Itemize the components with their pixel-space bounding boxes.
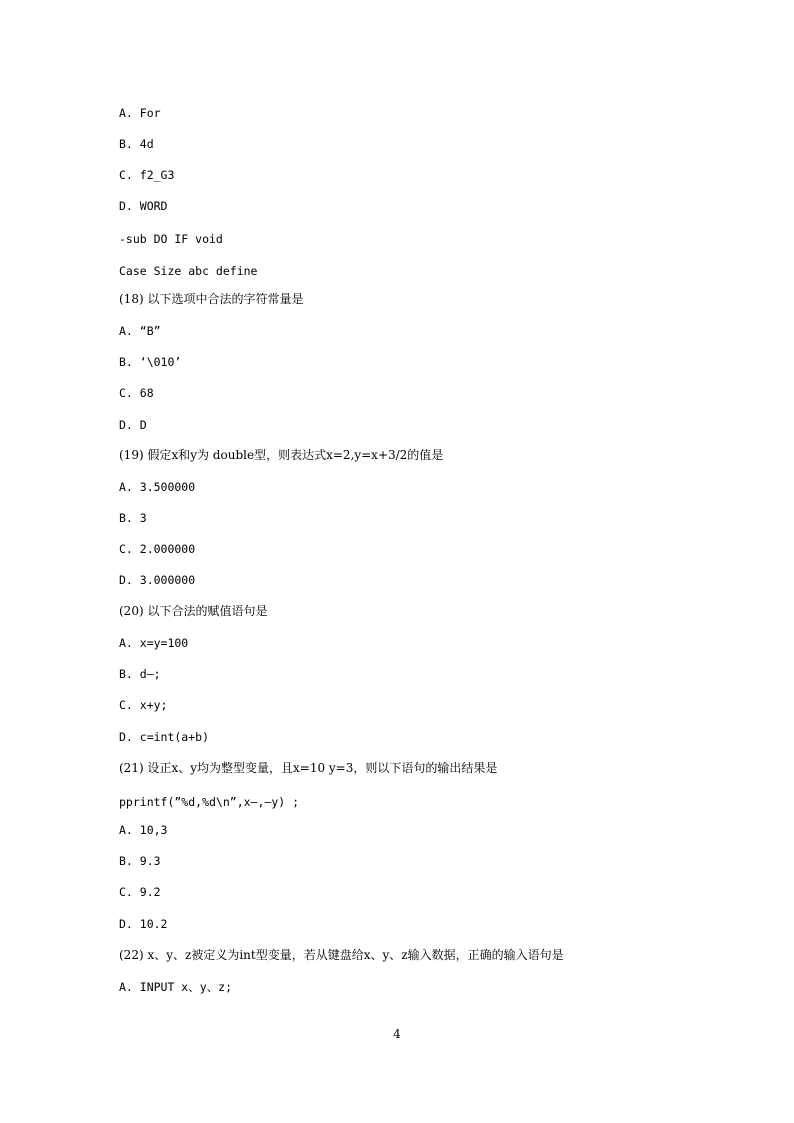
q19-option-c: C. 2.000000 <box>119 542 196 556</box>
question-20: (20) 以下合法的赋值语句是 <box>119 604 268 618</box>
q21-option-b: B. 9.3 <box>119 854 161 868</box>
q18-option-a: A. “B” <box>119 324 161 338</box>
q19-option-a: A. 3.500000 <box>119 480 196 494</box>
q20-option-c: C. x+y; <box>119 698 168 712</box>
option-c-f2-g3: C. f2_G3 <box>119 168 175 182</box>
question-22: (22) x、y、z被定义为int型变量，若从键盘给x、y、z输入数据，正确的输入语句是 <box>119 948 564 962</box>
q21-option-a: A. 10,3 <box>119 823 168 837</box>
identifier-list-1: -sub DO IF void <box>119 232 223 246</box>
option-a-for: A. For <box>119 106 161 120</box>
q20-option-d: D. c=int(a+b) <box>119 730 210 744</box>
q18-option-c: C. 68 <box>119 386 154 400</box>
q20-option-b: B. d—; <box>119 667 161 681</box>
question-18: (18) 以下选项中合法的字符常量是 <box>119 292 304 306</box>
q18-option-b: B. ‘\010’ <box>119 355 182 369</box>
q21-option-c: C. 9.2 <box>119 885 161 899</box>
q19-option-d: D. 3.000000 <box>119 573 196 587</box>
q22-option-a: A. INPUT x、y、z; <box>119 980 233 994</box>
page-number: 4 <box>393 1027 401 1041</box>
q21-code-statement: pprintf(”%d,%d\n”,x—,—y) ; <box>119 795 300 809</box>
option-d-word: D. WORD <box>119 199 168 213</box>
option-b-4d: B. 4d <box>119 137 154 151</box>
question-21: (21) 设正x、y均为整型变量，且x=10 y=3，则以下语句的输出结果是 <box>119 761 498 775</box>
q18-option-d: D. D <box>119 418 147 432</box>
identifier-list-2: Case Size abc define <box>119 264 258 278</box>
q21-option-d: D. 10.2 <box>119 917 168 931</box>
q20-option-a: A. x=y=100 <box>119 636 189 650</box>
q19-option-b: B. 3 <box>119 511 147 525</box>
question-19: (19) 假定x和y为 double型，则表达式x=2,y=x+3/2的值是 <box>119 448 444 462</box>
